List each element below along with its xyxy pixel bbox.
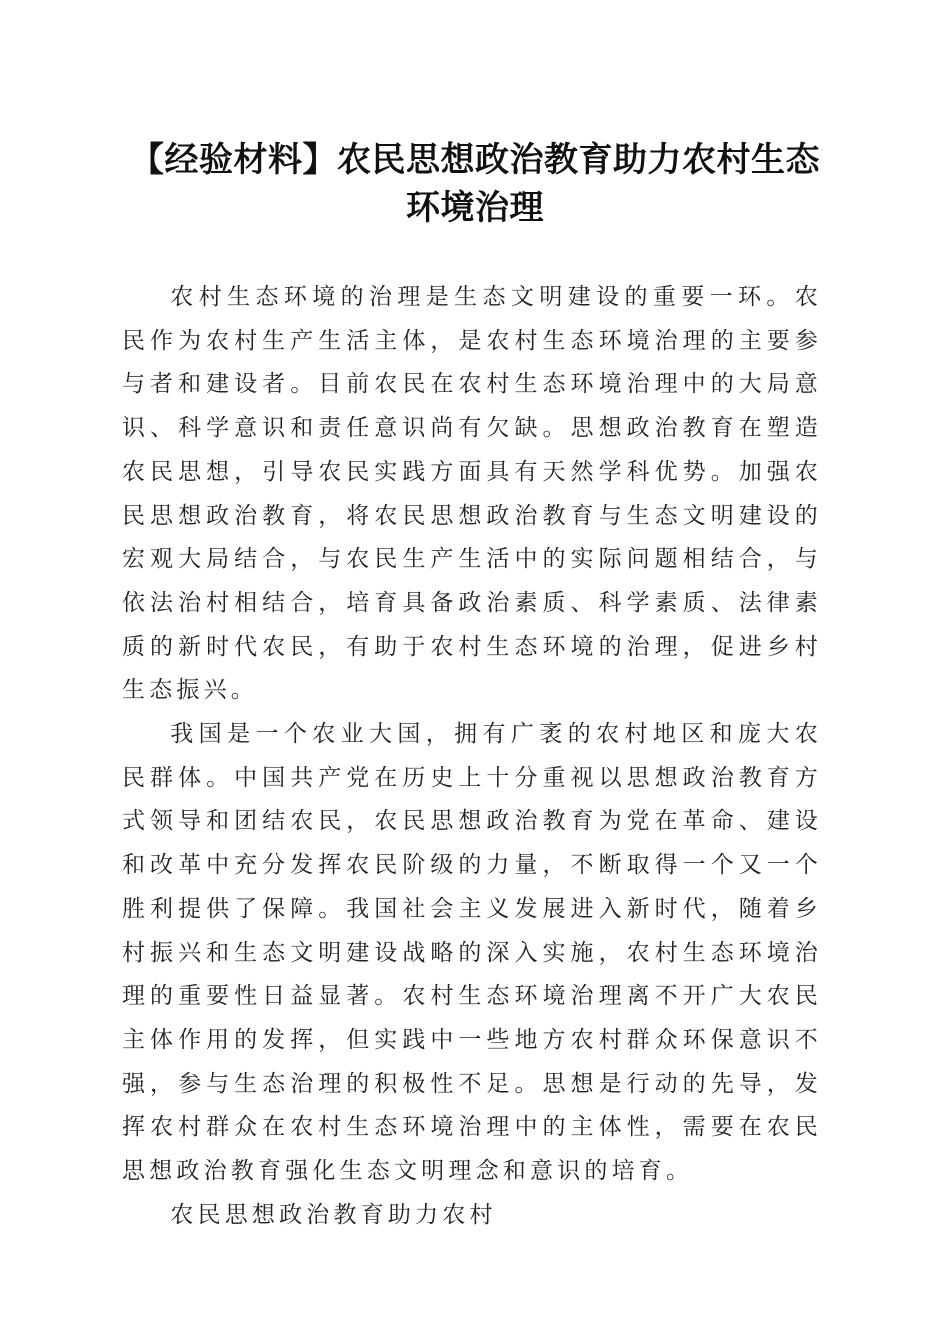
- paragraph-3: 农民思想政治教育助力农村: [170, 1201, 497, 1228]
- title-line-2: 环境治理: [406, 188, 544, 228]
- title-line-1: 【经验材料】农民思想政治教育助力农村生态: [130, 140, 820, 180]
- paragraph-2: 我国是一个农业大国，拥有广袤的农村地区和庞大农民群体。中国共产党在历史上十分重视以思想政治教育方式领导和团结农民，农民思想政治教育为党在革命、建设和改革中充分发挥农民阶级的力量，不断取得一个又一个胜利提供了保障。我国社会主义发展进入新时代，随着乡村振兴和生态文明建设战略的深入实施，农村生态环境治理的重要性日益显著。农村生态环境治理离不开广大农民主体作用的发挥，但实践中一些地方农村群众环保意识不强，参与生态治理的积极性不足。思想是行动的先导，发挥农村群众在农村生态环境治理中的主体性，需要在农民思想政治教育强化生态文明理念和意识的培育。: [122, 721, 822, 1185]
- document-title: [100, 136, 850, 232]
- paragraph-1: 农村生态环境的治理是生态文明建设的重要一环。农民作为农村生产生活主体，是农村生态环境治理的主要参与者和建设者。目前农民在农村生态环境治理中的大局意识、科学意识和责任意识尚有欠缺。思想政治教育在塑造农民思想，引导农民实践方面具有天然学科优势。加强农民思想政治教育，将农民思想政治教育与生态文明建设的宏观大局结合，与农民生产生活中的实际问题相结合，与依法治村相结合，培育具备政治素质、科学素质、法律素质的新时代农民，有助于农村生态环境的治理，促进乡村生态振兴。: [122, 284, 822, 704]
- document-body: [122, 276, 822, 1237]
